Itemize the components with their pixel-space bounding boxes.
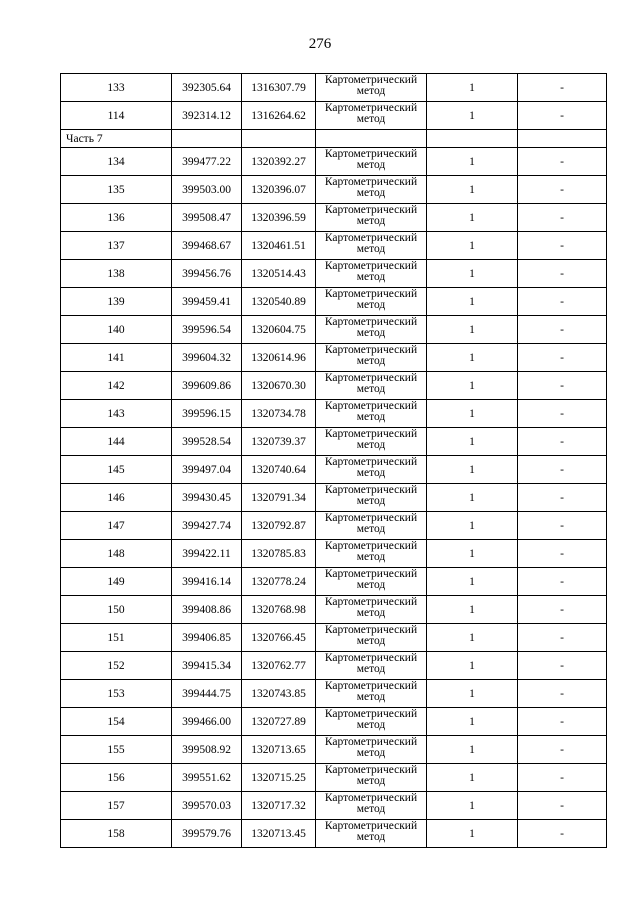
method-line-1: Картометрический [324, 708, 418, 720]
y-coordinate-cell: 1320785.83 [242, 540, 316, 568]
table-row [61, 74, 607, 102]
method-line-1: Картометрический [324, 764, 418, 776]
y-coordinate-cell: 1316264.62 [242, 102, 316, 130]
table-row [61, 680, 607, 708]
count-cell: 1 [427, 792, 518, 820]
method-line-2: метод [356, 635, 386, 647]
x-coordinate-cell: 399508.92 [172, 736, 242, 764]
dash-cell: - [518, 820, 607, 848]
point-number-cell: 137 [61, 232, 172, 260]
method-line-2: метод [356, 775, 386, 787]
point-number-cell: 133 [61, 74, 172, 102]
dash-cell: - [518, 484, 607, 512]
count-cell: 1 [427, 820, 518, 848]
point-number-cell: 135 [61, 176, 172, 204]
count-cell: 1 [427, 372, 518, 400]
count-cell: 1 [427, 176, 518, 204]
dash-cell: - [518, 792, 607, 820]
point-number-cell: 134 [61, 148, 172, 176]
method-line-1: Картометрический [324, 148, 418, 160]
point-number-cell: 143 [61, 400, 172, 428]
method-cell [316, 484, 427, 512]
method-line-2: метод [356, 579, 386, 591]
method-line-2: метод [356, 271, 386, 283]
method-line-2: метод [356, 243, 386, 255]
dash-cell: - [518, 456, 607, 484]
method-cell [316, 176, 427, 204]
method-cell [316, 624, 427, 652]
method-line-1: Картометрический [324, 736, 418, 748]
method-line-2: метод [356, 747, 386, 759]
method-cell [316, 680, 427, 708]
table-row [61, 540, 607, 568]
count-cell: 1 [427, 260, 518, 288]
method-line-2: метод [356, 383, 386, 395]
x-coordinate-cell: 399570.03 [172, 792, 242, 820]
y-coordinate-cell: 1320766.45 [242, 624, 316, 652]
method-line-2: метод [356, 663, 386, 675]
count-cell: 1 [427, 596, 518, 624]
table-row [61, 232, 607, 260]
method-line-2: метод [356, 159, 386, 171]
y-coordinate-cell: 1320614.96 [242, 344, 316, 372]
method-line-2: метод [356, 327, 386, 339]
x-coordinate-cell: 392305.64 [172, 74, 242, 102]
x-coordinate-cell: 399427.74 [172, 512, 242, 540]
y-coordinate-cell: 1320713.45 [242, 820, 316, 848]
x-coordinate-cell: 399497.04 [172, 456, 242, 484]
table-row [61, 624, 607, 652]
table-body-bottom [61, 148, 607, 848]
count-cell: 1 [427, 204, 518, 232]
count-cell: 1 [427, 764, 518, 792]
table-row [61, 792, 607, 820]
table-row [61, 736, 607, 764]
dash-cell: - [518, 74, 607, 102]
y-coordinate-cell: 1320739.37 [242, 428, 316, 456]
y-coordinate-cell: 1320717.32 [242, 792, 316, 820]
table-row [61, 316, 607, 344]
x-coordinate-cell: 399406.85 [172, 624, 242, 652]
x-coordinate-cell: 399408.86 [172, 596, 242, 624]
method-cell [316, 288, 427, 316]
method-cell [316, 428, 427, 456]
x-coordinate-cell: 399508.47 [172, 204, 242, 232]
table-row [61, 204, 607, 232]
y-coordinate-cell: 1320778.24 [242, 568, 316, 596]
table-row [61, 764, 607, 792]
x-coordinate-cell: 392314.12 [172, 102, 242, 130]
table-cell [316, 130, 427, 148]
y-coordinate-cell: 1320670.30 [242, 372, 316, 400]
method-line-2: метод [356, 719, 386, 731]
method-line-2: метод [356, 439, 386, 451]
method-line-2: метод [356, 299, 386, 311]
count-cell: 1 [427, 288, 518, 316]
x-coordinate-cell: 399596.54 [172, 316, 242, 344]
count-cell: 1 [427, 708, 518, 736]
method-line-2: метод [356, 215, 386, 227]
method-line-2: метод [356, 551, 386, 563]
dash-cell: - [518, 148, 607, 176]
method-cell [316, 512, 427, 540]
method-cell [316, 540, 427, 568]
point-number-cell: 140 [61, 316, 172, 344]
method-line-1: Картометрический [324, 512, 418, 524]
dash-cell: - [518, 344, 607, 372]
method-line-2: метод [356, 495, 386, 507]
table-row [61, 260, 607, 288]
method-line-1: Картометрический [324, 232, 418, 244]
point-number-cell: 114 [61, 102, 172, 130]
table-row [61, 400, 607, 428]
x-coordinate-cell: 399528.54 [172, 428, 242, 456]
x-coordinate-cell: 399459.41 [172, 288, 242, 316]
x-coordinate-cell: 399466.00 [172, 708, 242, 736]
table-row [61, 456, 607, 484]
x-coordinate-cell: 399596.15 [172, 400, 242, 428]
y-coordinate-cell: 1320762.77 [242, 652, 316, 680]
method-line-1: Картометрический [324, 792, 418, 804]
table-row [61, 176, 607, 204]
y-coordinate-cell: 1320713.65 [242, 736, 316, 764]
y-coordinate-cell: 1320604.75 [242, 316, 316, 344]
dash-cell: - [518, 680, 607, 708]
point-number-cell: 145 [61, 456, 172, 484]
point-number-cell: 149 [61, 568, 172, 596]
count-cell: 1 [427, 428, 518, 456]
count-cell: 1 [427, 568, 518, 596]
table-cell [242, 130, 316, 148]
table-row [61, 428, 607, 456]
x-coordinate-cell: 399579.76 [172, 820, 242, 848]
y-coordinate-cell: 1320740.64 [242, 456, 316, 484]
count-cell: 1 [427, 736, 518, 764]
table-section [61, 130, 607, 148]
method-cell [316, 708, 427, 736]
method-cell [316, 596, 427, 624]
coordinates-table [60, 73, 607, 848]
dash-cell: - [518, 652, 607, 680]
method-cell [316, 74, 427, 102]
method-cell [316, 344, 427, 372]
dash-cell: - [518, 624, 607, 652]
y-coordinate-cell: 1316307.79 [242, 74, 316, 102]
table-row [61, 512, 607, 540]
x-coordinate-cell: 399430.45 [172, 484, 242, 512]
dash-cell: - [518, 232, 607, 260]
method-line-1: Картометрический [324, 624, 418, 636]
point-number-cell: 146 [61, 484, 172, 512]
method-cell [316, 792, 427, 820]
x-coordinate-cell: 399416.14 [172, 568, 242, 596]
point-number-cell: 154 [61, 708, 172, 736]
method-cell [316, 204, 427, 232]
dash-cell: - [518, 102, 607, 130]
method-line-1: Картометрический [324, 176, 418, 188]
table-row [61, 372, 607, 400]
count-cell: 1 [427, 512, 518, 540]
dash-cell: - [518, 512, 607, 540]
method-cell [316, 652, 427, 680]
method-line-1: Картометрический [324, 428, 418, 440]
y-coordinate-cell: 1320396.07 [242, 176, 316, 204]
x-coordinate-cell: 399456.76 [172, 260, 242, 288]
method-cell [316, 736, 427, 764]
table-cell [427, 130, 518, 148]
count-cell: 1 [427, 652, 518, 680]
table-row [61, 288, 607, 316]
page-number: 276 [308, 36, 332, 52]
table-row [61, 484, 607, 512]
dash-cell: - [518, 204, 607, 232]
method-line-2: метод [356, 691, 386, 703]
dash-cell: - [518, 568, 607, 596]
method-line-2: метод [356, 113, 386, 125]
method-line-2: метод [356, 831, 386, 843]
method-line-2: метод [356, 411, 386, 423]
y-coordinate-cell: 1320791.34 [242, 484, 316, 512]
table-row [61, 102, 607, 130]
method-line-2: метод [356, 803, 386, 815]
point-number-cell: 144 [61, 428, 172, 456]
dash-cell: - [518, 428, 607, 456]
dash-cell: - [518, 708, 607, 736]
method-cell [316, 820, 427, 848]
dash-cell: - [518, 596, 607, 624]
dash-cell: - [518, 316, 607, 344]
method-line-1: Картометрический [324, 288, 418, 300]
y-coordinate-cell: 1320734.78 [242, 400, 316, 428]
count-cell: 1 [427, 344, 518, 372]
point-number-cell: 139 [61, 288, 172, 316]
method-line-1: Картометрический [324, 102, 418, 114]
method-line-1: Картометрический [324, 540, 418, 552]
point-number-cell: 141 [61, 344, 172, 372]
point-number-cell: 148 [61, 540, 172, 568]
x-coordinate-cell: 399415.34 [172, 652, 242, 680]
method-cell [316, 232, 427, 260]
table-row [61, 148, 607, 176]
count-cell: 1 [427, 148, 518, 176]
x-coordinate-cell: 399422.11 [172, 540, 242, 568]
section-row [61, 130, 607, 148]
y-coordinate-cell: 1320743.85 [242, 680, 316, 708]
method-line-1: Картометрический [324, 400, 418, 412]
method-cell [316, 102, 427, 130]
dash-cell: - [518, 540, 607, 568]
method-line-1: Картометрический [324, 372, 418, 384]
table-row [61, 652, 607, 680]
method-line-1: Картометрический [324, 316, 418, 328]
y-coordinate-cell: 1320396.59 [242, 204, 316, 232]
point-number-cell: 153 [61, 680, 172, 708]
point-number-cell: 150 [61, 596, 172, 624]
method-cell [316, 456, 427, 484]
method-cell [316, 260, 427, 288]
count-cell: 1 [427, 540, 518, 568]
point-number-cell: 151 [61, 624, 172, 652]
point-number-cell: 147 [61, 512, 172, 540]
x-coordinate-cell: 399551.62 [172, 764, 242, 792]
dash-cell: - [518, 260, 607, 288]
method-line-1: Картометрический [324, 652, 418, 664]
method-line-1: Картометрический [324, 344, 418, 356]
table-row [61, 568, 607, 596]
x-coordinate-cell: 399444.75 [172, 680, 242, 708]
count-cell: 1 [427, 102, 518, 130]
point-number-cell: 156 [61, 764, 172, 792]
method-line-1: Картометрический [324, 456, 418, 468]
table-cell [518, 130, 607, 148]
method-line-1: Картометрический [324, 484, 418, 496]
count-cell: 1 [427, 232, 518, 260]
y-coordinate-cell: 1320540.89 [242, 288, 316, 316]
dash-cell: - [518, 400, 607, 428]
x-coordinate-cell: 399477.22 [172, 148, 242, 176]
method-cell [316, 764, 427, 792]
method-line-1: Картометрический [324, 204, 418, 216]
table-row [61, 708, 607, 736]
y-coordinate-cell: 1320514.43 [242, 260, 316, 288]
method-line-2: метод [356, 85, 386, 97]
method-line-1: Картометрический [324, 568, 418, 580]
point-number-cell: 142 [61, 372, 172, 400]
point-number-cell: 136 [61, 204, 172, 232]
dash-cell: - [518, 764, 607, 792]
dash-cell: - [518, 372, 607, 400]
dash-cell: - [518, 288, 607, 316]
method-cell [316, 316, 427, 344]
table-body-top [61, 74, 607, 130]
point-number-cell: 155 [61, 736, 172, 764]
point-number-cell: 157 [61, 792, 172, 820]
method-line-1: Картометрический [324, 820, 418, 832]
method-cell [316, 568, 427, 596]
y-coordinate-cell: 1320727.89 [242, 708, 316, 736]
section-label: Часть 7 [61, 130, 172, 148]
method-line-2: метод [356, 355, 386, 367]
method-line-2: метод [356, 523, 386, 535]
method-cell [316, 400, 427, 428]
y-coordinate-cell: 1320792.87 [242, 512, 316, 540]
point-number-cell: 158 [61, 820, 172, 848]
count-cell: 1 [427, 456, 518, 484]
method-line-1: Картометрический [324, 74, 418, 86]
x-coordinate-cell: 399503.00 [172, 176, 242, 204]
table-cell [172, 130, 242, 148]
y-coordinate-cell: 1320461.51 [242, 232, 316, 260]
method-cell [316, 148, 427, 176]
x-coordinate-cell: 399604.32 [172, 344, 242, 372]
dash-cell: - [518, 176, 607, 204]
x-coordinate-cell: 399609.86 [172, 372, 242, 400]
x-coordinate-cell: 399468.67 [172, 232, 242, 260]
count-cell: 1 [427, 400, 518, 428]
y-coordinate-cell: 1320392.27 [242, 148, 316, 176]
table-row [61, 820, 607, 848]
method-line-2: метод [356, 187, 386, 199]
method-line-1: Картометрический [324, 680, 418, 692]
method-line-1: Картометрический [324, 596, 418, 608]
table-row [61, 344, 607, 372]
y-coordinate-cell: 1320715.25 [242, 764, 316, 792]
count-cell: 1 [427, 74, 518, 102]
count-cell: 1 [427, 484, 518, 512]
method-line-2: метод [356, 467, 386, 479]
method-line-1: Картометрический [324, 260, 418, 272]
point-number-cell: 152 [61, 652, 172, 680]
dash-cell: - [518, 736, 607, 764]
method-line-2: метод [356, 607, 386, 619]
table-row [61, 596, 607, 624]
point-number-cell: 138 [61, 260, 172, 288]
count-cell: 1 [427, 680, 518, 708]
count-cell: 1 [427, 624, 518, 652]
method-cell [316, 372, 427, 400]
y-coordinate-cell: 1320768.98 [242, 596, 316, 624]
count-cell: 1 [427, 316, 518, 344]
